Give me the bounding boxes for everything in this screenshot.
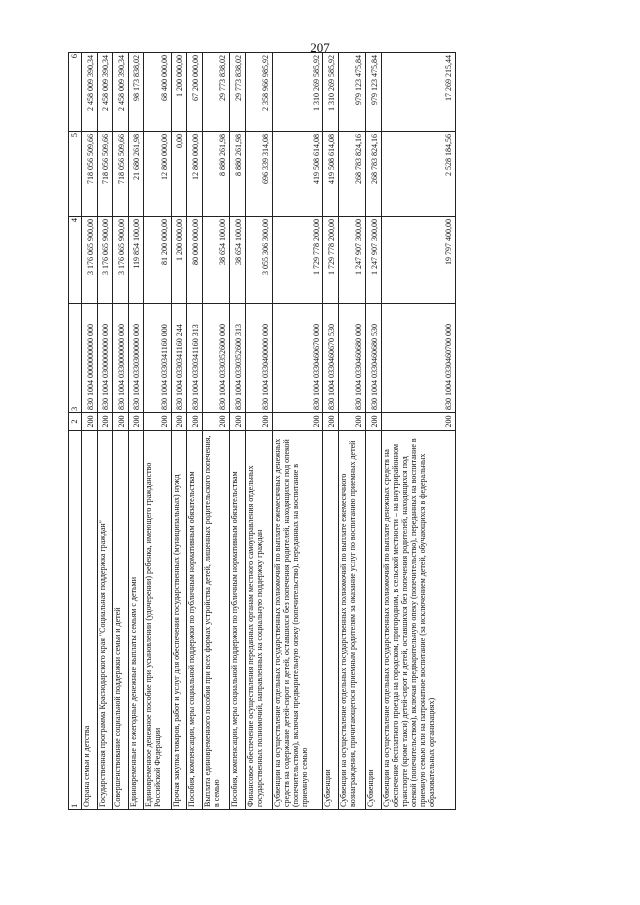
row-group-cell: 200: [339, 413, 366, 431]
row-group-cell: 200: [128, 413, 144, 431]
row-value-col6-cell: 29 773 838,02: [202, 53, 229, 132]
table-row: [230, 53, 246, 810]
table-row: [366, 53, 382, 810]
row-value-col4-cell: 3 055 306 300,00: [245, 217, 272, 304]
row-code-cell: 830 1004 0330460670 000: [272, 304, 323, 413]
row-value-col5-cell: 419 508 614,08: [323, 132, 339, 217]
row-group-cell: 200: [323, 413, 339, 431]
row-value-col5-cell: 419 508 614,08: [272, 132, 323, 217]
row-group-cell: 200: [230, 413, 246, 431]
row-value-col4-cell: 19 797 400,00: [381, 217, 455, 304]
row-value-col4-cell: 81 200 000,00: [144, 217, 171, 304]
row-value-col6-cell: 1 310 269 585,92: [272, 53, 323, 132]
row-code-cell: 830 1004 0330460700 000: [381, 304, 455, 413]
rotated-table-container: [68, 55, 456, 810]
row-group-cell: 200: [366, 413, 382, 431]
row-group-cell: 200: [187, 413, 203, 431]
row-code-cell: 830 1004 0330000000 000: [113, 304, 129, 413]
header-col-4: 4: [69, 217, 82, 304]
table-row: [128, 53, 144, 810]
row-value-col4-cell: 3 176 065 900,00: [97, 217, 113, 304]
row-name-cell: Субвенции: [366, 431, 382, 810]
row-value-col6-cell: 979 123 475,84: [366, 53, 382, 132]
header-col-3: 3: [69, 304, 82, 413]
row-value-col6-cell: 979 123 475,84: [339, 53, 366, 132]
table-row: [171, 53, 187, 810]
table-row: [272, 53, 323, 810]
row-value-col6-cell: 67 200 000,00: [187, 53, 203, 132]
header-col-6: 6: [69, 53, 82, 132]
row-code-cell: 830 1004 0330460680 530: [366, 304, 382, 413]
row-value-col4-cell: 38 654 100,00: [230, 217, 246, 304]
row-value-col5-cell: 696 339 314,08: [245, 132, 272, 217]
row-code-cell: 830 1004 0330352600 000: [202, 304, 229, 413]
table-row: [339, 53, 366, 810]
row-value-col5-cell: 12 800 000,00: [144, 132, 171, 217]
row-code-cell: 830 1004 0000000000 000: [82, 304, 98, 413]
table-row: [381, 53, 455, 810]
row-group-cell: 200: [202, 413, 229, 431]
table-header-row: [69, 53, 82, 810]
table-row: [323, 53, 339, 810]
row-value-col4-cell: 80 000 000,00: [187, 217, 203, 304]
table-row: [187, 53, 203, 810]
row-value-col6-cell: 2 358 966 985,92: [245, 53, 272, 132]
row-code-cell: 830 1004 0330400000 000: [245, 304, 272, 413]
row-code-cell: 830 1004 0330352600 313: [230, 304, 246, 413]
row-name-cell: Пособия, компенсации, меры социальной поддержки по публичным нормативным обязательствам: [230, 431, 246, 810]
row-value-col5-cell: 0,00: [171, 132, 187, 217]
row-value-col6-cell: 2 458 009 390,34: [113, 53, 129, 132]
row-name-cell: Прочая закупка товаров, работ и услуг для обеспечения государственных (муниципальных) нужд: [171, 431, 187, 810]
table-row: [245, 53, 272, 810]
table-row: [202, 53, 229, 810]
row-value-col4-cell: 38 654 100,00: [202, 217, 229, 304]
row-group-cell: 200: [82, 413, 98, 431]
table-row: [82, 53, 98, 810]
row-name-cell: Охрана семьи и детства: [82, 431, 98, 810]
row-code-cell: 830 1004 0330341160 000: [144, 304, 171, 413]
row-value-col5-cell: 8 880 261,98: [202, 132, 229, 217]
row-group-cell: 200: [113, 413, 129, 431]
row-value-col6-cell: 98 173 838,02: [128, 53, 144, 132]
row-value-col5-cell: 718 056 509,66: [97, 132, 113, 217]
row-code-cell: 830 1004 0330460680 000: [339, 304, 366, 413]
row-group-cell: 200: [381, 413, 455, 431]
row-value-col5-cell: 21 680 261,98: [128, 132, 144, 217]
row-value-col5-cell: 268 783 824,16: [366, 132, 382, 217]
row-name-cell: Единовременные и ежегодные денежные выплаты семьям с детьми: [128, 431, 144, 810]
row-value-col6-cell: 2 458 009 390,34: [97, 53, 113, 132]
header-col-5: 5: [69, 132, 82, 217]
row-value-col4-cell: 1 729 778 200,00: [272, 217, 323, 304]
row-name-cell: Государственная программа Краснодарского края "Социальная поддержка граждан": [97, 431, 113, 810]
row-group-cell: 200: [272, 413, 323, 431]
row-name-cell: Субвенции на осуществление отдельных государственных полномочий по выплате ежемесячных денежных средств на содержание детей-сирот и детей, оставшихся без попечения родителей, находящихся под опекой (попечительством), включая предварительную опеку (попечительство), переданных на воспитание в приемную семью: [272, 431, 323, 810]
row-value-col5-cell: 268 783 824,16: [339, 132, 366, 217]
page-number: 207: [310, 40, 330, 55]
row-name-cell: Совершенствование социальной поддержки семьи и детей: [113, 431, 129, 810]
row-name-cell: Выплата единовременного пособия при всех формах устройства детей, лишенных родительского попечения, в семью: [202, 431, 229, 810]
row-code-cell: 830 1004 0330300000 000: [128, 304, 144, 413]
row-group-cell: 200: [97, 413, 113, 431]
row-value-col4-cell: 1 247 907 300,00: [366, 217, 382, 304]
row-name-cell: Единовременное денежное пособие при усыновлении (удочерении) ребенка, имеющего гражданство Российской Федерации: [144, 431, 171, 810]
row-value-col5-cell: 718 056 509,66: [82, 132, 98, 217]
row-value-col4-cell: 3 176 065 900,00: [113, 217, 129, 304]
row-group-cell: 200: [245, 413, 272, 431]
row-value-col5-cell: 718 056 509,66: [113, 132, 129, 217]
table-row: [113, 53, 129, 810]
row-name-cell: Субвенции на осуществление отдельных государственных полномочий по выплате денежных средств на обеспечение бесплатного проезда на городском, пригородном, в сельской местности – на внутрирайонном транспорте (кроме такси) детей-сирот и детей, оставшихся без попечения родителей, находящихся под опекой (попечительством), включая предварительную опеку (попечительство), переданных на воспитание в приемную семью или на патронатное воспитание (за исключением детей, обучающихся в федеральных образовательных организациях): [381, 431, 455, 810]
row-value-col4-cell: 119 854 100,00: [128, 217, 144, 304]
table-row: [144, 53, 171, 810]
row-value-col4-cell: 1 729 778 200,00: [323, 217, 339, 304]
row-value-col6-cell: 29 773 838,02: [230, 53, 246, 132]
row-value-col6-cell: 68 400 000,00: [144, 53, 171, 132]
budget-table: [68, 52, 456, 810]
row-name-cell: Пособия, компенсации, меры социальной поддержки по публичным нормативным обязательствам: [187, 431, 203, 810]
row-value-col6-cell: 17 269 215,44: [381, 53, 455, 132]
row-code-cell: 830 1004 0330460670 530: [323, 304, 339, 413]
row-value-col4-cell: 1 247 907 300,00: [339, 217, 366, 304]
row-value-col4-cell: 3 176 065 900,00: [82, 217, 98, 304]
table-row: [97, 53, 113, 810]
row-value-col4-cell: 1 200 000,00: [171, 217, 187, 304]
row-name-cell: Субвенции на осуществление отдельных государственных полномочий по выплате ежемесячного вознаграждения, причитающегося приемным родителям за оказание услуг по воспитанию приемных детей: [339, 431, 366, 810]
row-value-col5-cell: 12 800 000,00: [187, 132, 203, 217]
row-value-col6-cell: 1 310 269 585,92: [323, 53, 339, 132]
row-value-col5-cell: 8 880 261,98: [230, 132, 246, 217]
row-code-cell: 830 1004 0330341160 313: [187, 304, 203, 413]
row-code-cell: 830 1004 0330341160 244: [171, 304, 187, 413]
row-group-cell: 200: [171, 413, 187, 431]
header-col-1: 1: [69, 431, 82, 810]
header-col-2: 2: [69, 413, 82, 431]
row-group-cell: 200: [144, 413, 171, 431]
row-name-cell: Субвенции: [323, 431, 339, 810]
row-value-col6-cell: 2 458 009 390,34: [82, 53, 98, 132]
row-value-col5-cell: 2 528 184,56: [381, 132, 455, 217]
row-value-col6-cell: 1 200 000,00: [171, 53, 187, 132]
row-name-cell: Финансовое обеспечение осуществления переданных органам местного самоуправления отдельных государственных полномочий, направленных на социальную поддержку граждан: [245, 431, 272, 810]
row-code-cell: 830 1004 0300000000 000: [97, 304, 113, 413]
